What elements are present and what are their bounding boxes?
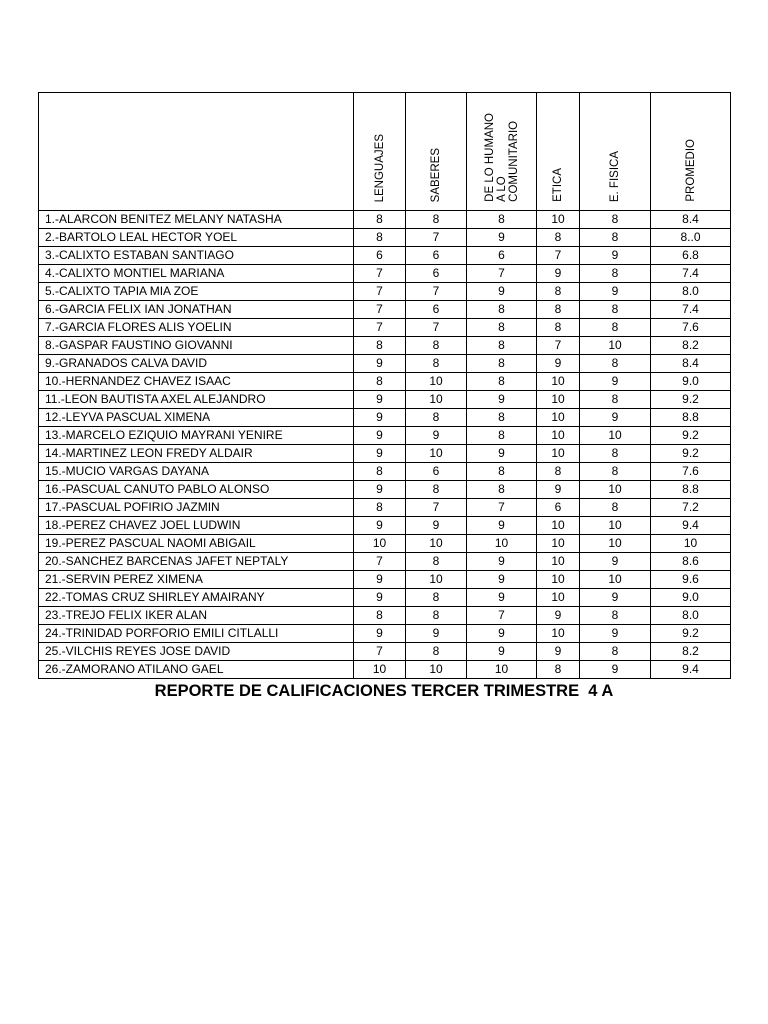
header-row: [39, 93, 731, 211]
grade-cell: 8.0: [651, 607, 731, 625]
grade-cell: 7: [537, 337, 580, 355]
grade-cell: 7.6: [651, 463, 731, 481]
grade-cell: 8.0: [651, 283, 731, 301]
grade-cell: 6: [406, 247, 467, 265]
grade-cell: 8: [537, 283, 580, 301]
grade-cell: 8: [537, 463, 580, 481]
grade-cell: 8: [467, 319, 537, 337]
grade-cell: 10: [537, 373, 580, 391]
grade-cell: 9.0: [651, 589, 731, 607]
grade-cell: 9: [467, 643, 537, 661]
table-row: [39, 643, 731, 661]
header-label: PROMEDIO: [684, 139, 697, 202]
grade-cell: 7.6: [651, 319, 731, 337]
grade-cell: 9: [580, 661, 651, 679]
grade-cell: 8: [580, 391, 651, 409]
student-name-cell: 21.-SERVIN PEREZ XIMENA: [39, 571, 354, 589]
grade-cell: 7: [354, 301, 406, 319]
grade-cell: 8: [537, 229, 580, 247]
grade-cell: 10: [406, 571, 467, 589]
student-name-cell: 24.-TRINIDAD PORFORIO EMILI CITLALLI: [39, 625, 354, 643]
table-row: [39, 409, 731, 427]
grade-cell: 8: [406, 409, 467, 427]
student-name-cell: 14.-MARTINEZ LEON FREDY ALDAIR: [39, 445, 354, 463]
grade-cell: 10: [580, 517, 651, 535]
grade-cell: 8: [354, 229, 406, 247]
grade-cell: 8.2: [651, 337, 731, 355]
grade-cell: 9: [537, 643, 580, 661]
table-row: [39, 535, 731, 553]
grade-cell: 10: [406, 445, 467, 463]
grade-cell: 8: [406, 355, 467, 373]
grade-cell: 8.2: [651, 643, 731, 661]
student-name-cell: 9.-GRANADOS CALVA DAVID: [39, 355, 354, 373]
grade-cell: 8: [467, 427, 537, 445]
grade-cell: 9: [354, 481, 406, 499]
grade-cell: 8: [354, 499, 406, 517]
grade-cell: 9.2: [651, 445, 731, 463]
student-name-cell: 10.-HERNANDEZ CHAVEZ ISAAC: [39, 373, 354, 391]
grade-cell: 7: [354, 319, 406, 337]
grade-cell: 9: [467, 391, 537, 409]
grade-cell: 7: [467, 607, 537, 625]
grade-cell: 9: [354, 427, 406, 445]
name-header: [39, 93, 354, 211]
grade-cell: 10: [537, 391, 580, 409]
grades-table: [38, 92, 731, 679]
grade-cell: 10: [354, 661, 406, 679]
student-name-cell: 22.-TOMAS CRUZ SHIRLEY AMAIRANY: [39, 589, 354, 607]
grade-cell: 6: [406, 463, 467, 481]
grade-cell: 9: [537, 265, 580, 283]
grade-cell: 10: [537, 517, 580, 535]
grade-cell: 8.6: [651, 553, 731, 571]
grade-cell: 9: [580, 283, 651, 301]
table-row: [39, 517, 731, 535]
grade-cell: 8: [580, 319, 651, 337]
grade-cell: 7: [406, 319, 467, 337]
table-row: [39, 499, 731, 517]
grade-cell: 9: [354, 517, 406, 535]
grade-cell: 10: [354, 535, 406, 553]
header-lenguajes: [354, 93, 406, 211]
grade-cell: 9: [467, 589, 537, 607]
grade-cell: 8: [406, 589, 467, 607]
table-row: [39, 481, 731, 499]
grade-cell: 7: [406, 283, 467, 301]
grade-cell: 6: [467, 247, 537, 265]
grade-cell: 8: [580, 463, 651, 481]
grade-cell: 8: [580, 229, 651, 247]
grade-cell: 7.2: [651, 499, 731, 517]
grade-cell: 8: [406, 607, 467, 625]
table-row: [39, 607, 731, 625]
grade-cell: 10: [580, 337, 651, 355]
grade-cell: 9: [537, 607, 580, 625]
grade-cell: 7: [354, 643, 406, 661]
grade-cell: 8: [580, 643, 651, 661]
student-name-cell: 2.-BARTOLO LEAL HECTOR YOEL: [39, 229, 354, 247]
grade-cell: 8: [580, 211, 651, 229]
grade-cell: 9: [467, 445, 537, 463]
table-row: [39, 553, 731, 571]
grade-cell: 9: [467, 283, 537, 301]
grade-cell: 8: [467, 463, 537, 481]
table-row: [39, 337, 731, 355]
grade-cell: 10: [580, 535, 651, 553]
student-name-cell: 25.-VILCHIS REYES JOSE DAVID: [39, 643, 354, 661]
grade-cell: 10: [537, 535, 580, 553]
table-row: [39, 319, 731, 337]
grade-cell: 9: [580, 373, 651, 391]
grade-cell: 10: [406, 373, 467, 391]
grade-cell: 9: [354, 445, 406, 463]
grade-cell: 10: [537, 571, 580, 589]
grade-cell: 8: [580, 355, 651, 373]
grade-cell: 10: [406, 391, 467, 409]
table-row: [39, 571, 731, 589]
grade-cell: 8: [537, 661, 580, 679]
table-row: [39, 373, 731, 391]
grade-cell: 7: [406, 229, 467, 247]
grade-cell: 8: [580, 607, 651, 625]
grade-cell: 9.2: [651, 625, 731, 643]
grade-cell: 8: [354, 337, 406, 355]
grade-cell: 6: [406, 301, 467, 319]
grade-cell: 10: [467, 535, 537, 553]
report-title: REPORTE DE CALIFICACIONES TERCER TRIMESTRE 4 A: [154, 682, 614, 700]
grade-cell: 7: [467, 265, 537, 283]
grade-cell: 10: [580, 571, 651, 589]
grade-cell: 9: [580, 625, 651, 643]
grade-cell: 9: [467, 553, 537, 571]
grade-cell: 7: [354, 283, 406, 301]
student-name-cell: 8.-GASPAR FAUSTINO GIOVANNI: [39, 337, 354, 355]
table-row: [39, 229, 731, 247]
table-row: [39, 589, 731, 607]
grade-cell: 8: [406, 643, 467, 661]
grade-cell: 7.4: [651, 265, 731, 283]
table-row: [39, 391, 731, 409]
grade-cell: 7: [537, 247, 580, 265]
grade-cell: 8: [354, 463, 406, 481]
header-educacion-fisica: [580, 93, 651, 211]
grade-cell: 8: [580, 301, 651, 319]
grade-cell: 8: [467, 373, 537, 391]
student-name-cell: 1.-ALARCON BENITEZ MELANY NATASHA: [39, 211, 354, 229]
grade-cell: 9: [467, 625, 537, 643]
header-etica: [537, 93, 580, 211]
grade-cell: 9: [537, 355, 580, 373]
grade-cell: 8.8: [651, 481, 731, 499]
grade-cell: 8: [467, 481, 537, 499]
grade-cell: 9.4: [651, 661, 731, 679]
grade-cell: 9: [580, 247, 651, 265]
student-name-cell: 16.-PASCUAL CANUTO PABLO ALONSO: [39, 481, 354, 499]
grade-cell: 9: [354, 391, 406, 409]
grade-cell: 9: [354, 409, 406, 427]
table-row: [39, 355, 731, 373]
grade-cell: 10: [537, 211, 580, 229]
grade-cell: 8: [406, 337, 467, 355]
grade-cell: 9: [406, 625, 467, 643]
grade-cell: 8.4: [651, 355, 731, 373]
grade-cell: 9.4: [651, 517, 731, 535]
header-saberes: [406, 93, 467, 211]
header-label: SABERES: [430, 147, 442, 202]
student-name-cell: 11.-LEON BAUTISTA AXEL ALEJANDRO: [39, 391, 354, 409]
student-name-cell: 18.-PEREZ CHAVEZ JOEL LUDWIN: [39, 517, 354, 535]
student-name-cell: 23.-TREJO FELIX IKER ALAN: [39, 607, 354, 625]
grade-cell: 9: [467, 571, 537, 589]
grade-cell: 9: [354, 589, 406, 607]
table-row: [39, 625, 731, 643]
grade-cell: 10: [537, 553, 580, 571]
grade-cell: 9: [580, 589, 651, 607]
grade-cell: 6: [537, 499, 580, 517]
grade-cell: 9: [467, 229, 537, 247]
grade-cell: 9.0: [651, 373, 731, 391]
student-name-cell: 6.-GARCIA FELIX IAN JONATHAN: [39, 301, 354, 319]
grade-cell: 6: [354, 247, 406, 265]
grade-cell: 8: [580, 265, 651, 283]
grade-cell: 9: [580, 553, 651, 571]
grade-cell: 9: [406, 517, 467, 535]
grade-cell: 8: [537, 301, 580, 319]
header-humano-comunitario: [467, 93, 537, 211]
table-row: [39, 265, 731, 283]
grade-cell: 8: [467, 355, 537, 373]
grade-cell: 9: [467, 517, 537, 535]
grade-cell: 9: [406, 427, 467, 445]
grade-cell: 8.4: [651, 211, 731, 229]
table-row: [39, 283, 731, 301]
table-row: [39, 661, 731, 679]
grade-cell: 8: [467, 409, 537, 427]
grade-cell: 9: [537, 481, 580, 499]
grade-cell: 9.2: [651, 427, 731, 445]
grade-cell: 8..0: [651, 229, 731, 247]
grade-cell: 10: [406, 661, 467, 679]
grade-cell: 9: [354, 625, 406, 643]
grade-cell: 7: [354, 265, 406, 283]
student-name-cell: 15.-MUCIO VARGAS DAYANA: [39, 463, 354, 481]
grade-cell: 8: [354, 373, 406, 391]
grade-cell: 8: [406, 553, 467, 571]
grade-cell: 9: [580, 409, 651, 427]
grade-cell: 10: [537, 589, 580, 607]
header-promedio: [651, 93, 731, 211]
student-name-cell: 3.-CALIXTO ESTABAN SANTIAGO: [39, 247, 354, 265]
grade-cell: 8: [354, 607, 406, 625]
grade-cell: 8.8: [651, 409, 731, 427]
grade-cell: 10: [580, 427, 651, 445]
grade-cell: 8: [406, 481, 467, 499]
grade-cell: 8: [467, 211, 537, 229]
student-name-cell: 17.-PASCUAL POFIRIO JAZMIN: [39, 499, 354, 517]
header-label: LENGUAJES: [373, 133, 386, 202]
grade-cell: 7.4: [651, 301, 731, 319]
student-name-cell: 5.-CALIXTO TAPIA MIA ZOE: [39, 283, 354, 301]
grade-cell: 7: [406, 499, 467, 517]
grade-cell: 8: [406, 211, 467, 229]
student-name-cell: 13.-MARCELO EZIQUIO MAYRANI YENIRE: [39, 427, 354, 445]
grade-cell: 8: [537, 319, 580, 337]
grade-cell: 10: [406, 535, 467, 553]
grade-cell: 8: [580, 445, 651, 463]
grade-cell: 10: [537, 409, 580, 427]
grades-body: [39, 211, 731, 679]
grade-cell: 10: [467, 661, 537, 679]
grade-cell: 8: [467, 337, 537, 355]
table-row: [39, 301, 731, 319]
student-name-cell: 26.-ZAMORANO ATILANO GAEL: [39, 661, 354, 679]
header-label: E. FISICA: [609, 150, 621, 202]
grade-cell: 7: [354, 553, 406, 571]
grade-cell: 8: [354, 211, 406, 229]
grade-cell: 10: [537, 625, 580, 643]
student-name-cell: 20.-SANCHEZ BARCENAS JAFET NEPTALY: [39, 553, 354, 571]
grade-cell: 9.2: [651, 391, 731, 409]
grade-cell: 6.8: [651, 247, 731, 265]
header-label: DE LO HUMANO A LO COMUNITARIO: [483, 113, 520, 202]
grade-cell: 10: [580, 481, 651, 499]
student-name-cell: 4.-CALIXTO MONTIEL MARIANA: [39, 265, 354, 283]
grade-cell: 10: [537, 427, 580, 445]
table-row: [39, 463, 731, 481]
student-name-cell: 7.-GARCIA FLORES ALIS YOELIN: [39, 319, 354, 337]
grade-cell: 10: [651, 535, 731, 553]
grade-cell: 10: [537, 445, 580, 463]
grade-cell: 9: [354, 355, 406, 373]
grade-cell: 7: [467, 499, 537, 517]
grade-cell: 9: [354, 571, 406, 589]
grade-cell: 8: [580, 499, 651, 517]
grade-cell: 9.6: [651, 571, 731, 589]
grade-cell: 6: [406, 265, 467, 283]
student-name-cell: 19.-PEREZ PASCUAL NAOMI ABIGAIL: [39, 535, 354, 553]
table-row: [39, 427, 731, 445]
table-row: [39, 211, 731, 229]
student-name-cell: 12.-LEYVA PASCUAL XIMENA: [39, 409, 354, 427]
header-label: ETICA: [552, 168, 564, 202]
table-row: [39, 247, 731, 265]
table-row: [39, 445, 731, 463]
grade-cell: 8: [467, 301, 537, 319]
